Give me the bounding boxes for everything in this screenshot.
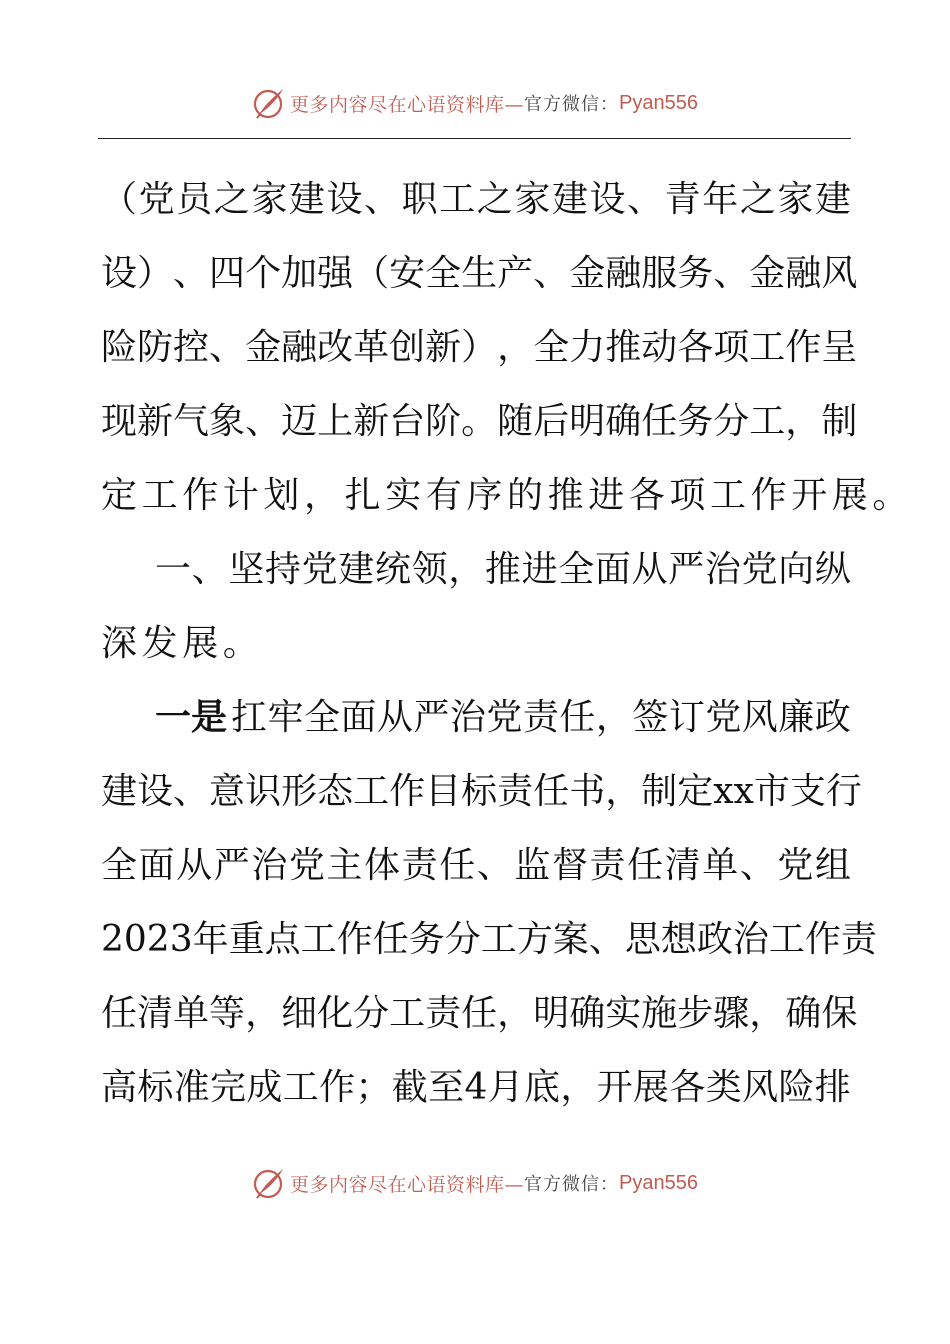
text-segment: 扛 牢 全 面 从 严 治 党 责 任 ， 签 订 党 风 廉 政	[231, 697, 851, 738]
wechat-id: Pyan556	[619, 91, 698, 114]
section-heading-line: 一 、 坚 持 党 建 统 领 ， 推 进 全 面 从 严 治 党 向 纵	[155, 549, 851, 590]
text-line	[101, 681, 851, 755]
text-line: 2023 年 重 点 工 作 任 务 分 工 方 案 、 思 想 政 治 工 作 责	[101, 919, 877, 960]
text-line: 设 ） 、 四 个 加 强 （ 安 全 生 产 、 金 融 服 务 、 金 融 风	[101, 253, 858, 294]
text-line: 险 防 控 、 金 融 改 革 创 新 ） ， 全 力 推 动 各 项 工 作 呈	[101, 327, 858, 368]
footer-watermark-banner	[0, 1163, 950, 1203]
text-line: 建 设 、 意 识 形 态 工 作 目 标 责 任 书 ， 制 定 xx 市 支 行	[101, 771, 862, 812]
text-line: 任 清 单 等 ， 细 化 分 工 责 任 ， 明 确 实 施 步 骤 ， 确 保	[101, 993, 858, 1034]
quill-pen-logo-icon	[252, 86, 286, 120]
quill-pen-logo-icon	[252, 1166, 286, 1200]
section-heading-line: 深发展。	[101, 623, 264, 664]
wechat-label: 官方微信：	[524, 94, 620, 115]
document-body	[101, 163, 914, 1125]
wechat-label: 官方微信：	[524, 1174, 620, 1195]
text-line: 现 新 气 象 、 迈 上 新 台 阶 。 随 后 明 确 任 务 分 工 ， 制	[101, 401, 858, 442]
text-line: （ 党 员 之 家 建 设 、 职 工 之 家 建 设 、 青 年 之 家 建	[101, 179, 851, 220]
text-line: 全 面 从 严 治 党 主 体 责 任 、 监 督 责 任 清 单 、 党 组	[101, 845, 851, 886]
brand-text: 更多内容尽在心语资料库—	[290, 1173, 525, 1196]
wechat-id: Pyan556	[619, 1171, 698, 1194]
text-line: 定工作计划，扎实有序的推进各项工作开展。	[101, 475, 914, 516]
brand-text: 更多内容尽在心语资料库—	[290, 93, 525, 116]
header-divider	[98, 138, 851, 139]
lead-emphasis: 一是	[155, 697, 228, 738]
header-watermark-banner	[0, 83, 950, 123]
text-line: 高 标 准 完 成 工 作 ； 截 至 4 月 底 ， 开 展 各 类 风 险 排	[101, 1067, 851, 1108]
